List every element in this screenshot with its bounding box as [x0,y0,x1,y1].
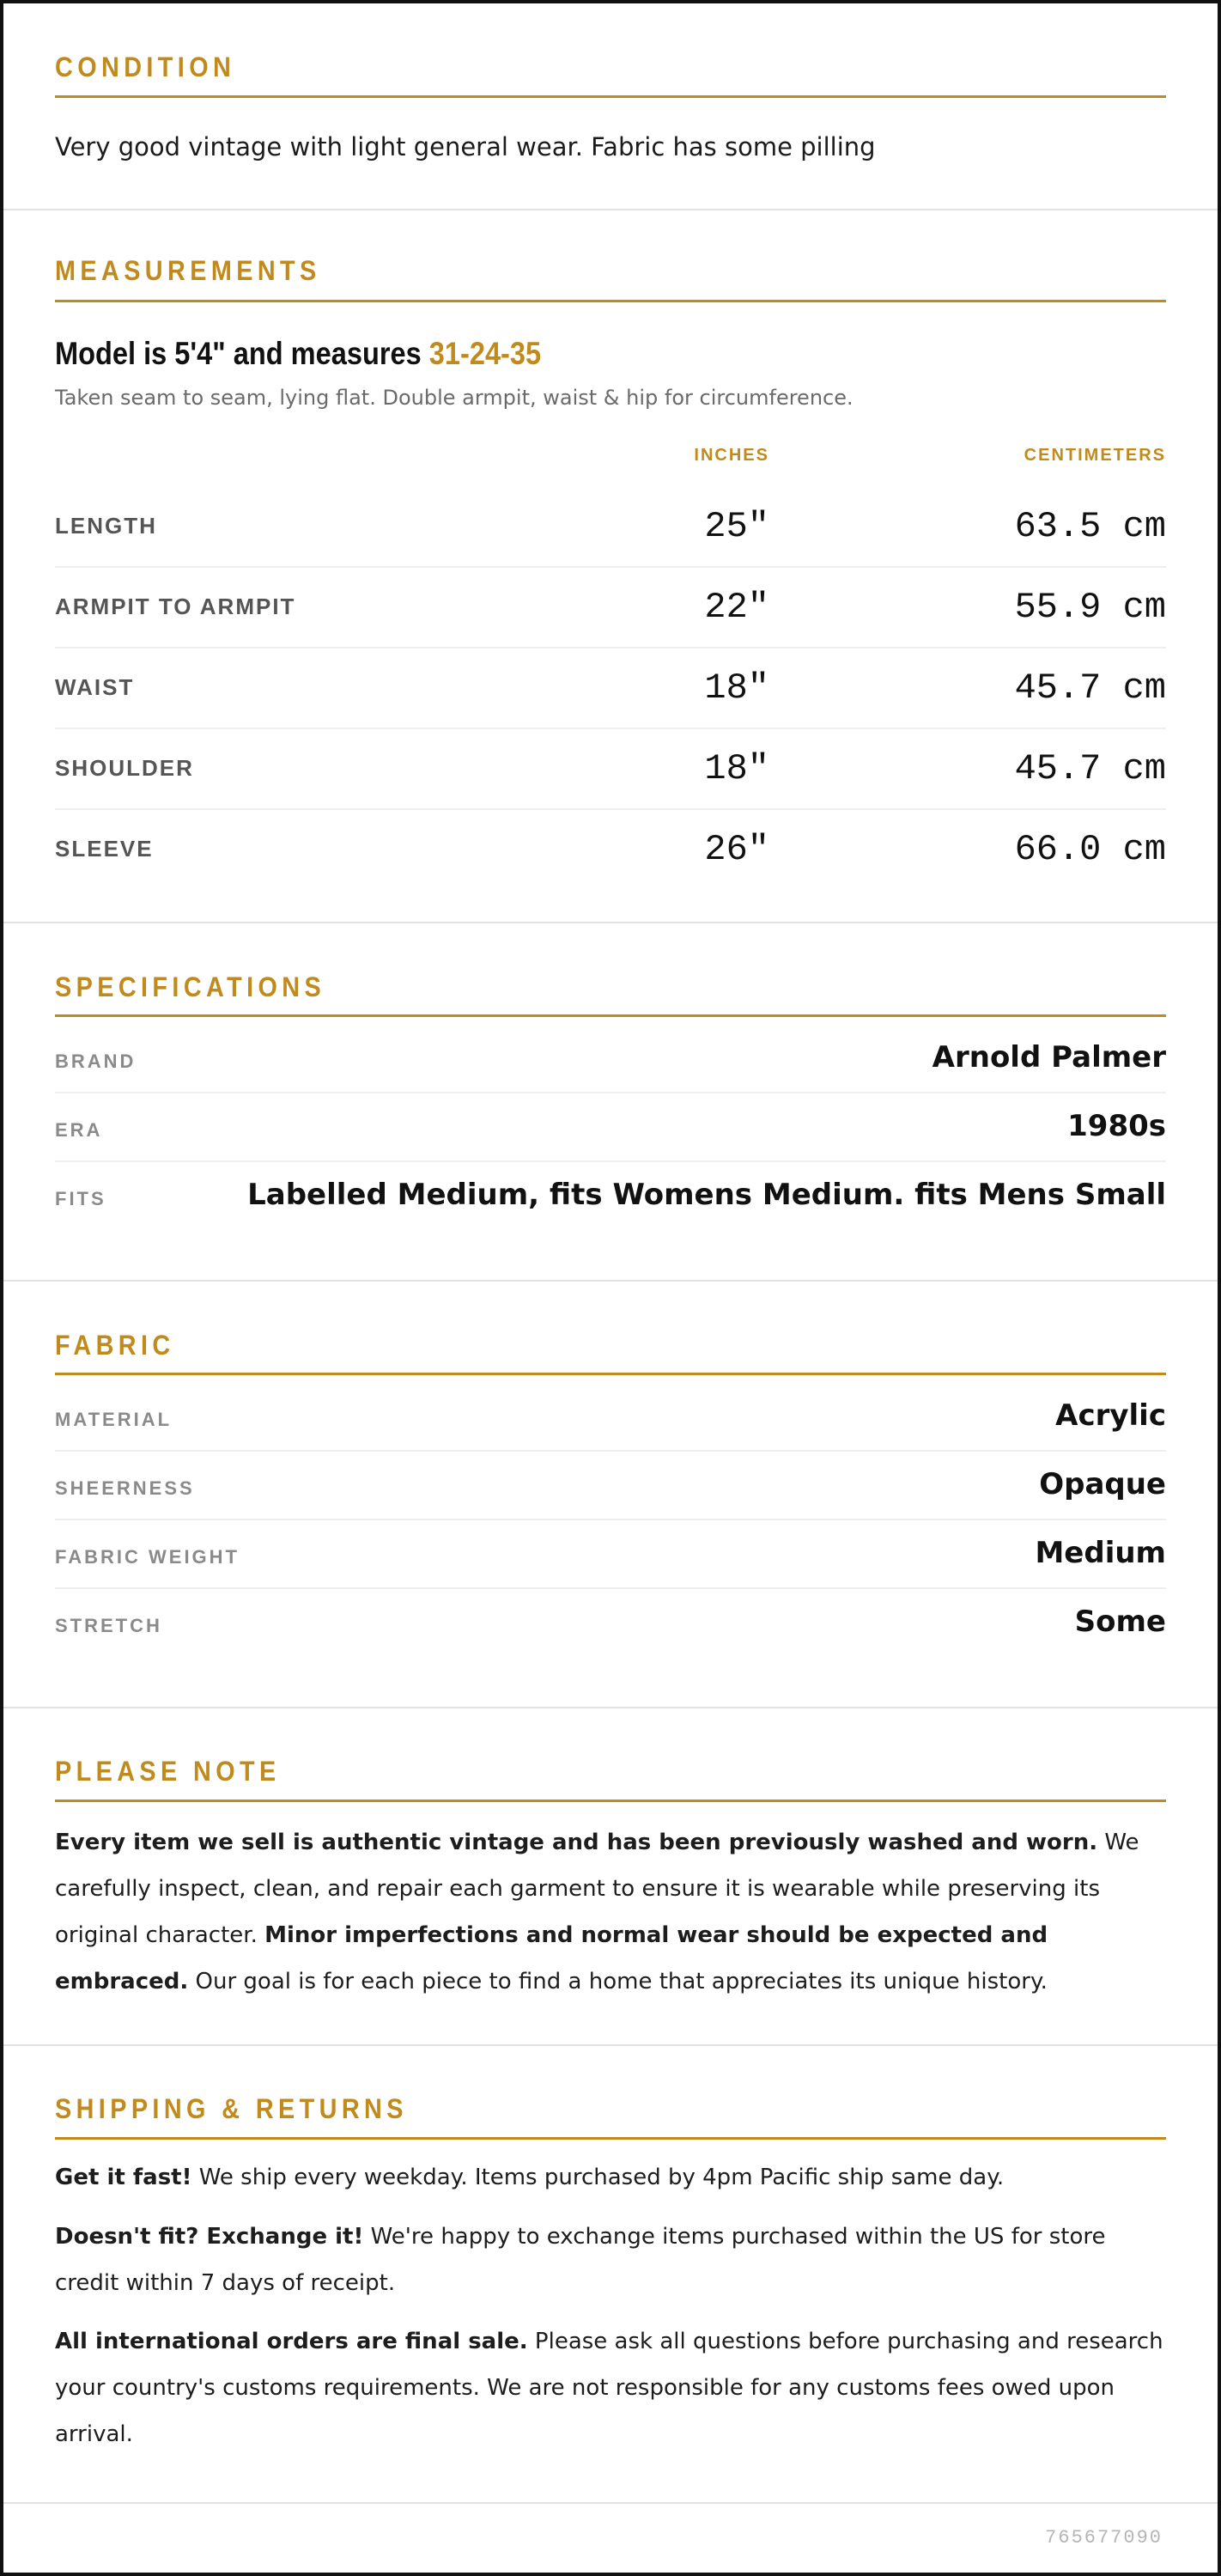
fabric-rule [55,1373,1166,1375]
spec-row-era [55,1093,1166,1162]
shipping-paragraph-3 [55,2318,1166,2457]
shipping-text-3: Please ask all questions before purchasing and research your country's customs requirements. We are not responsible for any customs fees owed upon arrival. [55,2329,1163,2447]
measurement-label: WAIST [55,674,135,700]
measurement-cm: 45.7 cm [1014,748,1166,789]
fabric-label: FABRIC WEIGHT [55,1546,240,1568]
fabric-row-stretch [55,1589,1166,1658]
spec-value: Arnold Palmer [932,1040,1166,1075]
spec-label: FITS [55,1188,106,1209]
measurements-heading: MEASUREMENTS [55,255,321,286]
shipping-section [3,2046,1218,2504]
shipping-paragraph-1 [55,2154,1166,2201]
measurement-inches: 25" [704,506,769,547]
fabric-label: MATERIAL [55,1409,173,1430]
measurement-cm: 45.7 cm [1014,667,1166,709]
measurement-row-shoulder [55,729,1166,810]
measurement-row-waist [55,649,1166,729]
note-text-2: Our goal is for each piece to find a home that appreciates its unique history. [188,1969,1048,1994]
measurement-label: ARMPIT TO ARMPIT [55,594,296,619]
measurements-section [3,210,1218,923]
measurement-row-armpit [55,568,1166,649]
fabric-value: Some [1074,1605,1166,1639]
measurement-label: LENGTH [55,513,157,539]
inches-column-header: INCHES [694,446,769,465]
shipping-rule [55,2137,1166,2140]
spec-value: 1980s [1067,1109,1166,1143]
please-note-heading: PLEASE NOTE [55,1756,281,1787]
shipping-text-1: We ship every weekday. Items purchased by 4pm Pacific ship same day. [191,2165,1005,2190]
specifications-rule [55,1014,1166,1017]
product-id: 765677090 [1045,2527,1163,2549]
spec-label: BRAND [55,1050,137,1072]
spec-value: Labelled Medium, fits Womens Medium. fits Mens Small [247,1178,1166,1212]
shipping-heading: SHIPPING & RETURNS [55,2093,408,2124]
measurement-label: SLEEVE [55,836,154,862]
shipping-bold-1: Get it fast! [55,2165,192,2190]
fabric-section [3,1282,1218,1708]
shipping-paragraph-2 [55,2214,1166,2306]
fabric-label: STRETCH [55,1615,162,1636]
measurement-caption: Taken seam to seam, lying flat. Double armpit, waist & hip for circumference. [55,386,853,410]
measurement-inches: 18" [704,748,769,789]
measurement-label: SHOULDER [55,755,194,781]
specifications-heading: SPECIFICATIONS [55,971,326,1002]
measurement-cm: 55.9 cm [1014,587,1166,628]
spec-label: ERA [55,1119,103,1141]
fabric-value: Medium [1035,1536,1166,1570]
measurements-rule [55,300,1166,302]
fabric-row-sheerness [55,1452,1166,1520]
measurement-inches: 22" [704,587,769,628]
please-note-text [55,1819,1166,2005]
fabric-heading: FABRIC [55,1330,175,1361]
specifications-section [3,923,1218,1282]
note-bold-2: Minor imperfections and normal wear should be expected and embraced. [55,1922,1048,1994]
note-bold-1: Every item we sell is authentic vintage and has been previously washed and worn. [55,1830,1098,1855]
model-info-prefix: Model is 5'4" and measures [55,336,429,371]
shipping-text-2: We're happy to exchange items purchased within the US for store credit within 7 days of receipt. [55,2224,1106,2296]
fabric-value: Acrylic [1055,1398,1166,1433]
please-note-section [3,1708,1218,2046]
model-measures: 31-24-35 [428,336,542,371]
note-text-1: We carefully inspect, clean, and repair each garment to ensure it is wearable while preserving its original character. [55,1830,1139,1948]
shipping-bold-2: Doesn't fit? Exchange it! [55,2224,364,2250]
measurement-inches: 26" [704,829,769,870]
spec-row-brand [55,1025,1166,1093]
condition-heading: CONDITION [55,52,236,82]
centimeters-column-header: CENTIMETERS [1024,446,1166,465]
please-note-rule [55,1800,1166,1802]
condition-rule [55,95,1166,98]
measurement-row-sleeve [55,810,1166,891]
measurement-cm: 63.5 cm [1014,506,1166,547]
condition-text: Very good vintage with light general wear. Fabric has some pilling [55,132,876,161]
shipping-bold-3: All international orders are final sale. [55,2329,528,2354]
measurement-row-length [55,487,1166,568]
measurement-inches: 18" [704,667,769,709]
fabric-label: SHEERNESS [55,1477,195,1499]
fabric-value: Opaque [1039,1467,1166,1501]
model-info [55,336,541,372]
measurement-cm: 66.0 cm [1014,829,1166,870]
fabric-row-material [55,1383,1166,1452]
spec-row-fits [55,1162,1166,1231]
fabric-row-weight [55,1520,1166,1589]
condition-section [3,3,1218,210]
